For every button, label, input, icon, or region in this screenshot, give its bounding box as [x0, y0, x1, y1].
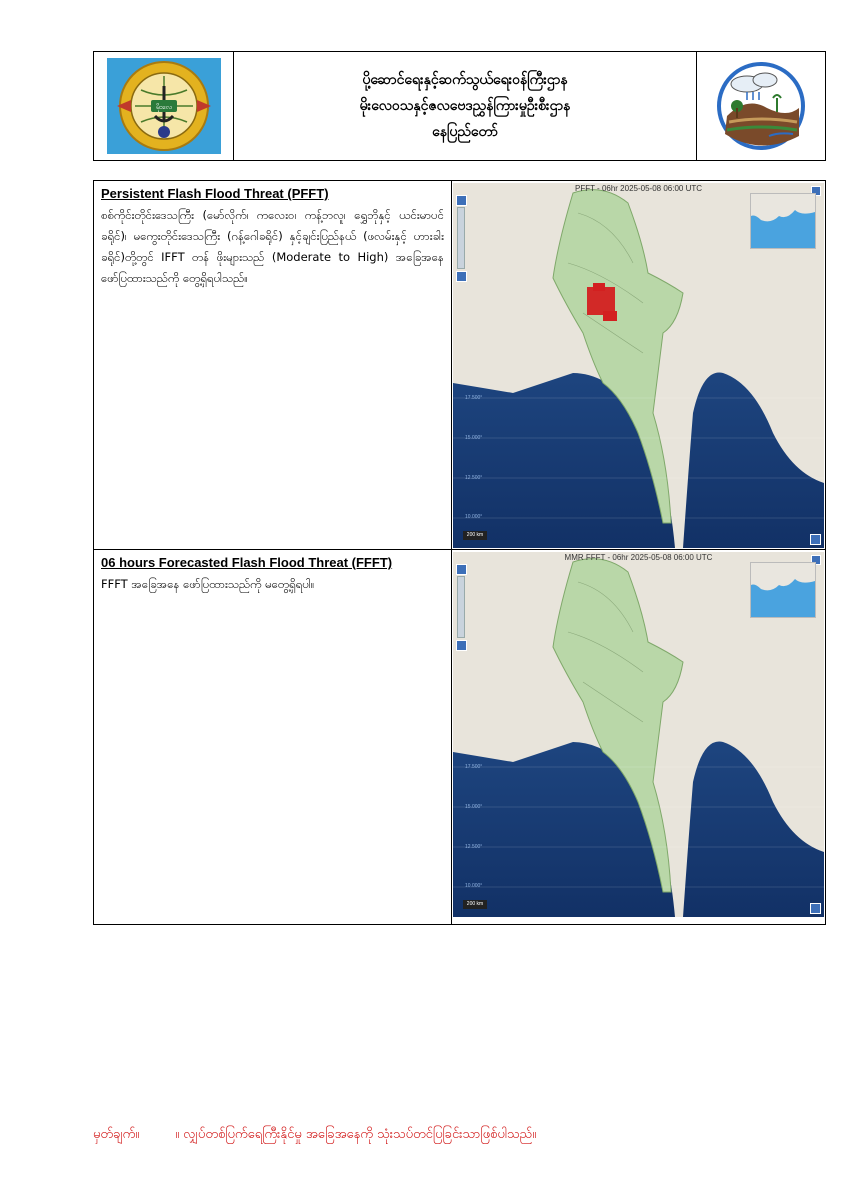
ffft-map [453, 552, 824, 917]
lat-label-3: 12.500° [465, 844, 483, 850]
lat-label-2: 15.000° [465, 804, 483, 810]
zoom-slider[interactable] [457, 207, 465, 269]
zoom-in-button[interactable] [456, 564, 467, 575]
pfft-map-caption: PFFT - 06hr 2025-05-08 06:00 UTC [574, 184, 703, 193]
zoom-slider[interactable] [457, 576, 465, 638]
ministry-name: ပို့ဆောင်ရေးနှင့်ဆက်သွယ်ရေးဝန်ကြီးဌာန [362, 72, 568, 88]
ministry-logo [105, 56, 223, 156]
ffft-row [94, 550, 825, 924]
pfft-description: စစ်ကိုင်းတိုင်းဒေသကြီး (မော်လိုက်၊ ကလေးဝ၊ ကန့်ဘလူ၊ ရွှေဘိုနှင့် ယင်းမာပင်ခရိုင်)၊ မကွေးတိုင်းဒေသကြီး (ဂန့်ဂေါခရိုင်) နှင့်ချင်းပြည်နယ် (ဖလမ်းနှင့် ဟားခါးခရိုင်)တို့တွင် IFFT တန် ဖိုးများသည် (Moderate to High) အခြေအနေ ဖော်ပြထားသည်ကို တွေ့ရှိရပါသည်။ [101, 208, 444, 285]
ffft-description: FFFT အခြေအနေ ဖော်ပြထားသည်ကို မတွေ့ရှိရပါ။ [101, 577, 315, 591]
overview-inset-map [750, 562, 816, 618]
header-title-block [234, 52, 697, 160]
lat-label-1: 17.500° [465, 764, 483, 770]
ffft-text-cell [94, 550, 452, 924]
footer-label: မှတ်ချက်။ [93, 1127, 140, 1142]
map-scale-bar: 200 km [463, 531, 487, 540]
footer-note [93, 1126, 536, 1145]
hydrology-logo [707, 56, 815, 156]
ministry-logo-cell [94, 52, 234, 160]
pfft-map-cell [453, 183, 825, 548]
pfft-text-cell [94, 181, 452, 549]
pfft-heading: Persistent Flash Flood Threat (PFFT) [101, 186, 329, 201]
zoom-out-button[interactable] [456, 640, 467, 651]
map-info-button[interactable] [810, 903, 821, 914]
pfft-map [453, 183, 824, 548]
ffft-map-cell [453, 552, 825, 917]
lat-label-3: 12.500° [465, 475, 483, 481]
department-name: မိုးလေဝသနှင့်ဇလဗေဒညွှန်ကြားမှုဦးစီးဌာန [359, 98, 571, 114]
lat-label-4: 10.000° [465, 514, 483, 520]
footer-text: ။ လျှပ်တစ်ပြက်ရေကြီးနိုင်မှု အခြေအနေကို သုံးသပ်တင်ပြခြင်းသာဖြစ်ပါသည်။ [175, 1127, 537, 1142]
lat-label-1: 17.500° [465, 395, 483, 401]
overview-inset-map [750, 193, 816, 249]
lat-label-2: 15.000° [465, 435, 483, 441]
hydrology-logo-cell [697, 52, 825, 160]
pfft-row [94, 181, 825, 550]
map-scale-bar: 200 km [463, 900, 487, 909]
zoom-out-button[interactable] [456, 271, 467, 282]
location-name: နေပြည်တော် [432, 124, 498, 140]
lat-label-4: 10.000° [465, 883, 483, 889]
map-info-button[interactable] [810, 534, 821, 545]
zoom-in-button[interactable] [456, 195, 467, 206]
flood-threat-table [93, 180, 826, 925]
document-header [93, 51, 826, 161]
pfft-threat-area [587, 287, 615, 315]
ffft-heading: 06 hours Forecasted Flash Flood Threat (FFFT) [101, 555, 393, 570]
ffft-map-caption: MMR FFFT - 06hr 2025-05-08 06:00 UTC [564, 553, 713, 562]
logo-badge-text: မိုးလေ [155, 103, 172, 111]
